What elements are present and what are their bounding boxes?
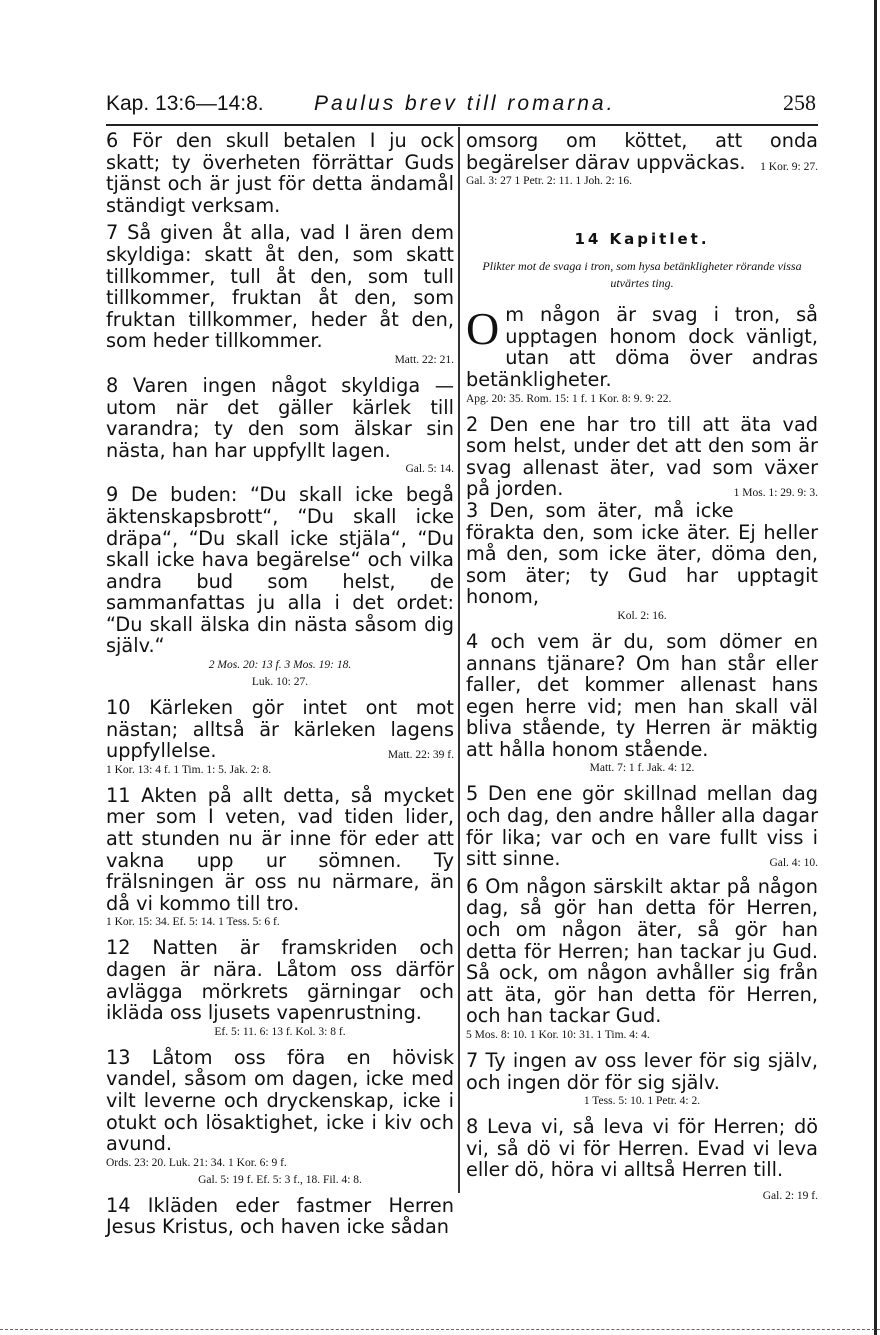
verse-14-6: 6 Om någon särskilt aktar på någon dag, så gör han detta för Herren, och om någon äter, så gör han detta för Herren; han tackar ju Gud. Så ock, om någon avhåller sig från att äta, gör han detta för Herren, och han tackar Gud.	[466, 874, 818, 1028]
verse-14-5	[466, 783, 818, 869]
verse-13-7: 7 Så given åt alla, vad I ären dem skyldiga: skatt åt den, som skatt tillkommer, tull åt den, som tull tillkommer, fruktan åt den, som fruktan tillkommer, heder åt den, som heder tillkommer.	[106, 221, 454, 353]
cross-ref: 5 Mos. 8: 10. 1 Kor. 10: 31. 1 Tim. 4: 4.	[466, 1029, 650, 1041]
chapter-heading: 14 Kapitlet.	[574, 230, 710, 249]
chapter-range: Kap. 13:6—14:8.	[106, 92, 264, 115]
cross-ref: 1 Tess. 5: 10. 1 Petr. 4: 2.	[583, 1095, 701, 1108]
verse-text: 8 Leva vi, så leva vi för Herren; dö vi, så dö vi för Herren. Evad vi leva eller dö, höra vi alltså Herren till.	[466, 1115, 818, 1182]
verse-13-14: 14 Ikläden eder fastmer Herren Jesus Kristus, och haven icke sådan	[106, 1193, 454, 1239]
cross-ref: Matt. 22: 21.	[394, 353, 454, 366]
verse-13-8: 8 Varen ingen något skyldiga — utom när det gäller kärlek till varandra; ty den som älskar sin nästa, han har uppfyllt lagen.	[106, 373, 454, 462]
cross-ref: Matt. 22: 39 f.	[387, 749, 454, 762]
verse-14-7: 7 Ty ingen av oss lever för sig själv, och ingen dör för sig själv.	[466, 1049, 818, 1094]
column-divider	[458, 127, 460, 1193]
cross-ref: Matt. 7: 1 f. Jak. 4: 12.	[589, 762, 695, 775]
verse-13-10	[106, 697, 454, 762]
left-column	[106, 130, 454, 1238]
verse-text: 10 Kärleken gör intet ont mot nästan; alltså är kärleken lagens uppfyllelse.	[106, 696, 454, 763]
chapter-summary: Plikter mot de svaga i tron, som hysa betänkligheter rörande vissa utvärtes ting.	[482, 259, 802, 291]
verse-14-2	[466, 414, 818, 500]
verse-14-8	[466, 1115, 818, 1202]
page-edge-right	[874, 0, 877, 1335]
cross-ref: Apg. 20: 35. Rom. 15: 1 f. 1 Kor. 8: 9. 9: 22.	[466, 392, 672, 405]
cross-ref: Kol. 2: 16.	[617, 609, 667, 622]
book-title: Paulus brev till romarna.	[314, 92, 616, 115]
verse-14-4: 4 och vem är du, som dömer en annans tjänare? Om han står eller faller, det kommer allenast hans egen herre vid; men han skall väl bliva stående, ty Herren är mäktig att hålla honom stående.	[466, 629, 818, 761]
cross-ref: 1 Kor. 13: 4 f. 1 Tim. 1: 5. Jak. 2: 8.	[106, 763, 272, 776]
right-column	[466, 130, 818, 1208]
cross-ref: Gal. 4: 10.	[769, 857, 818, 870]
page-number: 258	[783, 90, 816, 115]
cross-ref: 1 Kor. 15: 34. Ef. 5: 14. 1 Tess. 5: 6 f.	[106, 916, 280, 929]
verse-13-11: 11 Akten på allt detta, så mycket mer som I veten, vad tiden lider, att stunden nu är inne för eder att vakna upp ur sömnen. Ty frälsningen är oss nu närmare, än då vi kommo till tro.	[106, 783, 454, 915]
verse-13-6: 6 För den skull betalen I ju ock skatt; ty överheten förrättar Guds tjänst och är just för detta ändamål ständigt verksam.	[106, 129, 454, 217]
verse-text: m någon är svag i tron, så upptagen honom dock vänligt, utan att döma över andras betänkligheter.	[466, 303, 818, 391]
verse-text: omsorg om köttet, att onda begärelser därav uppväckas.	[466, 129, 818, 174]
verse-13-9: 9 De buden: “Du skall icke begå äktenskapsbrott“, “Du skall icke dräpa“, “Du skall icke stjäla“, “Du skall icke hava begärelse“ och vilka andra bud som helst, de sammanfattas ju alla i det ordet: “Du skall älska din nästa såsom dig själv.“	[106, 483, 454, 658]
verse-14-3: 3 Den, som äter, må icke förakta den, som icke äter. Ej heller må den, som icke äter, döma den, som äter; ty Gud har upptagit honom,	[466, 498, 818, 609]
cross-ref: Gal. 5: 14.	[405, 463, 454, 476]
cross-ref: Ef. 5: 11. 6: 13 f. Kol. 3: 8 f.	[214, 1025, 346, 1038]
cross-ref: Ords. 23: 20. Luk. 21: 34. 1 Kor. 6: 9 f.	[106, 1156, 287, 1169]
cross-ref: 1 Mos. 1: 29. 9: 3.	[733, 487, 818, 500]
page-edge-bottom	[0, 1329, 880, 1331]
cross-ref: 1 Kor. 9: 27.	[760, 160, 818, 173]
verse-13-14-continued	[466, 130, 818, 173]
verse-13-12: 12 Natten är framskriden och dagen är nära. Låtom oss därför avlägga mörkrets gärningar och ikläda oss ljusets vapenrustning.	[106, 936, 454, 1025]
drop-cap: O	[466, 303, 500, 355]
header-rule	[106, 124, 818, 126]
cross-ref: Luk. 10: 27.	[251, 676, 309, 689]
verse-14-1	[466, 304, 818, 390]
cross-ref: Gal. 3: 27 1 Petr. 2: 11. 1 Joh. 2: 16.	[466, 175, 633, 188]
verse-text: 5 Den ene gör skillnad mellan dag och dag, den andre håller alla dagar för lika; var och en vare fullt viss i sitt sinne.	[466, 782, 818, 871]
verse-13-13: 13 Låtom oss föra en hövisk vandel, såsom om dagen, icke med vilt leverne och dryckenskap, icke i otukt och lösaktighet, icke i kiv och avund.	[106, 1045, 454, 1156]
cross-ref: Gal. 5: 19 f. Ef. 5: 3 f., 18. Fil. 4: 8.	[198, 1173, 362, 1186]
verse-text: 2 Den ene har tro till att äta vad som helst, under det att den som är svag allenast äter, vad som växer på jorden.	[466, 412, 818, 501]
cross-ref: Gal. 2: 19 f.	[762, 1189, 818, 1202]
running-header	[106, 88, 816, 124]
cross-ref: 2 Mos. 20: 13 f. 3 Mos. 19: 18.	[208, 659, 352, 672]
